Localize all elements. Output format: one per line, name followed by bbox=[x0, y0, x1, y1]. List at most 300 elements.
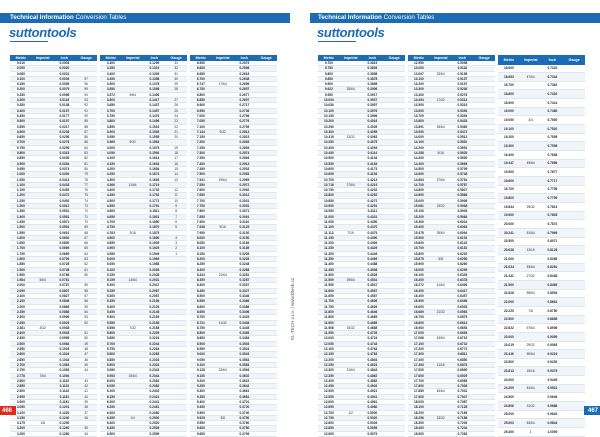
table-cell: 0.4173 bbox=[362, 166, 384, 171]
table-cell: 57 bbox=[75, 294, 97, 299]
table-cell: 0.0020 bbox=[54, 66, 76, 71]
table-cell: 18.400 bbox=[408, 426, 430, 431]
table-cell: 0.2953 bbox=[234, 172, 256, 177]
table-cell bbox=[520, 332, 542, 341]
table-cell bbox=[563, 410, 585, 419]
table-cell: 5.550 bbox=[100, 320, 122, 325]
table-cell: 82 bbox=[75, 156, 97, 161]
table-cell: 15.900 bbox=[408, 262, 430, 267]
table-cell: 0.2677 bbox=[234, 92, 256, 97]
table-cell: 16.200 bbox=[408, 278, 430, 283]
table-cell: 5/32 bbox=[122, 140, 144, 145]
column-header: Gauge bbox=[383, 55, 405, 61]
table-cell: 10.900 bbox=[318, 204, 340, 209]
table-cell bbox=[520, 315, 542, 324]
table-cell: 0.3281 bbox=[234, 272, 256, 277]
table-cell: 0.550 bbox=[10, 124, 32, 129]
table-cell: 0.6772 bbox=[452, 347, 474, 352]
table-cell: 40 bbox=[75, 394, 97, 399]
table-cell: 11.050 bbox=[318, 219, 340, 224]
table-cell: 1.100 bbox=[10, 182, 32, 187]
table-cell: 0.2913 bbox=[234, 161, 256, 166]
table-cell: 0.4219 bbox=[362, 182, 384, 187]
right-page bbox=[300, 0, 600, 436]
table-cell: 3/8 bbox=[212, 415, 234, 420]
table-cell: 11.100 bbox=[318, 225, 340, 230]
table-cell: 0.100 bbox=[10, 76, 32, 81]
table-cell: 12.900 bbox=[318, 431, 340, 436]
table-cell: 19.200 bbox=[498, 133, 520, 142]
table-cell: 0.2736 bbox=[234, 108, 256, 113]
table-cell: 23.500 bbox=[498, 358, 520, 367]
table-cell: 10.950 bbox=[318, 209, 340, 214]
table-cell: 8.800 bbox=[190, 331, 212, 336]
table-cell: 0.0610 bbox=[54, 230, 76, 235]
side-watermark-text: KL-TECH s.r.o. | www.kltech.cz bbox=[290, 277, 295, 340]
table-cell: 12.850 bbox=[318, 426, 340, 431]
table-cell: 5.750 bbox=[100, 347, 122, 352]
table-cell: 0.3976 bbox=[362, 108, 384, 113]
table-cell: 0.3543 bbox=[234, 352, 256, 357]
table-cell: 16.669 bbox=[408, 309, 430, 314]
table-cell: 0.9843 bbox=[542, 410, 564, 419]
table-cell: 1.700 bbox=[10, 246, 32, 251]
table-cell: 69 bbox=[75, 225, 97, 230]
table-cell: 15.800 bbox=[408, 251, 430, 256]
table-cell: 46 bbox=[75, 357, 97, 362]
column-header: Gauge bbox=[165, 55, 187, 61]
table-cell: 0.4134 bbox=[362, 156, 384, 161]
table-cell: 2.300 bbox=[10, 315, 32, 320]
table-cell: 0.2303 bbox=[144, 357, 166, 362]
table-cell: 7.250 bbox=[190, 145, 212, 150]
table-cell: 0.2185 bbox=[144, 320, 166, 325]
table-cell: 0.1909 bbox=[144, 241, 166, 246]
table-row bbox=[498, 211, 585, 220]
table-cell: 5.400 bbox=[100, 304, 122, 309]
table-cell: 0.6299 bbox=[452, 267, 474, 272]
table-cell: 0.4350 bbox=[362, 219, 384, 224]
table-cell: 6.650 bbox=[190, 71, 212, 76]
table-cell: 0.6024 bbox=[452, 219, 474, 224]
table-cell: 11.800 bbox=[318, 309, 340, 314]
table-cell: 0.2520 bbox=[144, 421, 166, 426]
table-cell: 19.800 bbox=[498, 194, 520, 203]
table-cell: 3.000 bbox=[10, 400, 32, 405]
table-cell: 7.600 bbox=[190, 188, 212, 193]
table-cell: 0.4154 bbox=[362, 161, 384, 166]
column-header: Gauge bbox=[563, 55, 585, 65]
table-cell: 16.800 bbox=[408, 320, 430, 325]
table-cell: 2.400 bbox=[10, 331, 32, 336]
table-row bbox=[498, 341, 585, 350]
brand-logo: suttontools bbox=[9, 25, 77, 40]
table-cell: 7/64 bbox=[32, 373, 54, 378]
table-cell: 8.700 bbox=[190, 315, 212, 320]
table-cell: 10.400 bbox=[318, 145, 340, 150]
table-cell bbox=[563, 116, 585, 125]
table-cell: 4.900 bbox=[100, 246, 122, 251]
table-cell: 4.400 bbox=[100, 188, 122, 193]
table-cell: 0.7874 bbox=[542, 220, 564, 229]
table-cell: 0.8750 bbox=[542, 306, 564, 315]
table-cell: 0.2441 bbox=[144, 400, 166, 405]
table-cell: 0.3996 bbox=[362, 113, 384, 118]
table-cell bbox=[430, 431, 452, 436]
table-cell: 1.250 bbox=[10, 198, 32, 203]
table-cell: 0.300 bbox=[10, 98, 32, 103]
table-row bbox=[498, 332, 585, 341]
table-row bbox=[498, 151, 585, 160]
table-cell: 24.606 bbox=[498, 402, 520, 411]
table-row bbox=[498, 376, 585, 385]
table-cell bbox=[563, 125, 585, 134]
table-cell: 52 bbox=[75, 320, 97, 325]
table-row bbox=[498, 280, 585, 289]
table-cell: 71 bbox=[75, 214, 97, 219]
table-cell: 1.900 bbox=[10, 267, 32, 272]
table-cell: 14.900 bbox=[408, 193, 430, 198]
table-cell: 0.1319 bbox=[144, 66, 166, 71]
table-cell: 0.2969 bbox=[234, 177, 256, 182]
table-cell: 3.550 bbox=[100, 87, 122, 92]
table-cell: 17.700 bbox=[408, 378, 430, 383]
table-cell: 95 bbox=[75, 87, 97, 92]
table-cell: 0.5669 bbox=[452, 161, 474, 166]
table-cell: 0.6063 bbox=[452, 225, 474, 230]
table-cell: 18.000 bbox=[408, 400, 430, 405]
table-cell: 10.800 bbox=[318, 193, 340, 198]
table-cell bbox=[563, 367, 585, 376]
table-cell: 0.7638 bbox=[542, 151, 564, 160]
table-cell: 17.463 bbox=[408, 362, 430, 367]
table-cell: 0.2894 bbox=[234, 156, 256, 161]
table-cell: 96 bbox=[75, 82, 97, 87]
table-cell: 0.8438 bbox=[542, 272, 564, 281]
table-cell: 0.050 bbox=[10, 66, 32, 71]
table-cell: 0.5984 bbox=[452, 214, 474, 219]
table-cell: 13/16 bbox=[520, 246, 542, 255]
table-cell: 0.1988 bbox=[144, 262, 166, 267]
table-cell: 6.747 bbox=[190, 82, 212, 87]
table-cell: 0.0472 bbox=[54, 193, 76, 198]
table-cell: 0.2421 bbox=[144, 394, 166, 399]
column-header: Metric bbox=[408, 55, 430, 61]
table-cell: 11.000 bbox=[318, 214, 340, 219]
table-cell: 18.200 bbox=[408, 410, 430, 415]
table-cell bbox=[563, 272, 585, 281]
table-cell: 21 bbox=[165, 129, 187, 134]
table-cell: 14.300 bbox=[408, 156, 430, 161]
table-cell: 39/64 bbox=[430, 230, 452, 235]
table-row bbox=[498, 428, 585, 437]
column-header: Imperial bbox=[340, 55, 362, 61]
table-cell: 2.000 bbox=[10, 283, 32, 288]
table-cell: 0.750 bbox=[10, 145, 32, 150]
table-cell: 0.150 bbox=[10, 82, 32, 87]
table-cell: 3.175 bbox=[10, 421, 32, 426]
table-cell: 0.2224 bbox=[144, 336, 166, 341]
table-cell: 0.4646 bbox=[362, 309, 384, 314]
table-cell: 0.4035 bbox=[362, 124, 384, 129]
table-cell: 14.700 bbox=[408, 182, 430, 187]
header-title-bold: Technical Information bbox=[10, 14, 74, 21]
table-cell: 1.800 bbox=[10, 256, 32, 261]
table-row bbox=[498, 228, 585, 237]
conversion-table bbox=[190, 55, 277, 437]
table-cell: 0.7323 bbox=[542, 65, 564, 73]
table-cell: 0.3524 bbox=[234, 347, 256, 352]
table-cell: 9.700 bbox=[318, 61, 340, 66]
header-title-sub: Conversion Tables bbox=[383, 14, 435, 21]
table-cell: 0.450 bbox=[10, 113, 32, 118]
table-cell: 6.800 bbox=[190, 92, 212, 97]
table-cell: 17.800 bbox=[408, 384, 430, 389]
table-cell: 16.600 bbox=[408, 304, 430, 309]
table-cell: 0.1496 bbox=[144, 119, 166, 124]
table-cell: 0.350 bbox=[10, 103, 32, 108]
table-cell: 3.150 bbox=[10, 415, 32, 420]
table-cell: 13/64 bbox=[122, 278, 144, 283]
table-cell: 10.716 bbox=[318, 182, 340, 187]
table-cell: 11.200 bbox=[318, 241, 340, 246]
table-row bbox=[498, 168, 585, 177]
table-cell: 0.4272 bbox=[362, 198, 384, 203]
table-cell: 12.100 bbox=[318, 347, 340, 352]
table-cell: 0.6142 bbox=[452, 241, 474, 246]
table-cell: 17.200 bbox=[408, 347, 430, 352]
table-cell: 0.8906 bbox=[542, 324, 564, 333]
table-cell: 31/32 bbox=[520, 402, 542, 411]
table-cell: 13/32 bbox=[340, 135, 362, 140]
table-cell: 91 bbox=[75, 108, 97, 113]
table-cell bbox=[165, 431, 187, 436]
table-cell: 0.4980 bbox=[362, 405, 384, 410]
table-cell: 18.256 bbox=[408, 415, 430, 420]
table-cell: 6.750 bbox=[190, 87, 212, 92]
table-cell: 0.7969 bbox=[542, 228, 564, 237]
table-cell: 0.0906 bbox=[54, 315, 76, 320]
table-row bbox=[498, 125, 585, 134]
table-cell: 0.0846 bbox=[54, 299, 76, 304]
table-cell: 21/64 bbox=[212, 272, 234, 277]
table-cell: 0.5020 bbox=[362, 415, 384, 420]
table-cell: 12.350 bbox=[318, 373, 340, 378]
table-cell: 9.500 bbox=[190, 410, 212, 415]
table-cell: 13.600 bbox=[408, 108, 430, 113]
table-cell: 0.0781 bbox=[54, 278, 76, 283]
table-cell: 19/32 bbox=[430, 204, 452, 209]
table-cell: 0.5781 bbox=[452, 177, 474, 182]
table-cell bbox=[563, 298, 585, 307]
table-cell: 12.000 bbox=[318, 336, 340, 341]
table-cell: 5.350 bbox=[100, 299, 122, 304]
table-cell: 0.7835 bbox=[542, 211, 564, 220]
table-cell: 4 bbox=[165, 235, 187, 240]
table-cell: 0.4409 bbox=[362, 241, 384, 246]
table-cell: 13.891 bbox=[408, 124, 430, 129]
table-cell: 0.4685 bbox=[362, 320, 384, 325]
table-cell: 10.000 bbox=[318, 98, 340, 103]
table-cell: 1.0000 bbox=[542, 428, 564, 437]
table-cell: 0.9531 bbox=[542, 384, 564, 393]
table-cell: 0.3740 bbox=[234, 410, 256, 415]
table-cell: 7.200 bbox=[190, 140, 212, 145]
table-cell: 0.5157 bbox=[452, 76, 474, 81]
table-cell: 66 bbox=[75, 241, 97, 246]
table-cell: 3/4 bbox=[520, 116, 542, 125]
table-cell bbox=[563, 168, 585, 177]
column-header: Inch bbox=[54, 55, 76, 61]
table-cell bbox=[563, 151, 585, 160]
table-cell: 0.1161 bbox=[54, 394, 76, 399]
table-cell bbox=[563, 332, 585, 341]
table-cell: 0.2188 bbox=[144, 325, 166, 330]
table-cell: 0.2008 bbox=[144, 267, 166, 272]
table-cell: 24.000 bbox=[498, 376, 520, 385]
table-cell: 1/8 bbox=[32, 421, 54, 426]
column-header: Metric bbox=[100, 55, 122, 61]
table-cell: 4.450 bbox=[100, 193, 122, 198]
table-cell: 9.100 bbox=[190, 362, 212, 367]
table-cell: 7.144 bbox=[190, 129, 212, 134]
table-cell: 0.2638 bbox=[234, 76, 256, 81]
table-cell: 15.700 bbox=[408, 246, 430, 251]
table-cell: 0.1437 bbox=[144, 103, 166, 108]
table-cell: 0.2264 bbox=[144, 347, 166, 352]
table-cell: 25.000 bbox=[498, 410, 520, 419]
table-cell: 38 bbox=[75, 405, 97, 410]
table-cell: 0.3150 bbox=[234, 235, 256, 240]
table-cell: 0.0728 bbox=[54, 262, 76, 267]
table-cell: 0.7441 bbox=[542, 99, 564, 108]
table-cell: 0.0098 bbox=[54, 92, 76, 97]
table-cell: 51/64 bbox=[520, 228, 542, 237]
table-cell: 0.2087 bbox=[144, 294, 166, 299]
table-cell: 5.150 bbox=[100, 272, 122, 277]
table-cell: 23/64 bbox=[212, 368, 234, 373]
table-cell: 0.6496 bbox=[452, 299, 474, 304]
table-cell: 0.800 bbox=[10, 151, 32, 156]
table-row bbox=[498, 306, 585, 315]
table-cell: 0.9688 bbox=[542, 402, 564, 411]
table-cell bbox=[520, 194, 542, 203]
table-cell: 12.950 bbox=[408, 61, 430, 66]
table-cell: 0.0866 bbox=[54, 304, 76, 309]
table-cell: 84 bbox=[75, 145, 97, 150]
table-cell bbox=[563, 133, 585, 142]
table-cell: 0.4311 bbox=[362, 209, 384, 214]
table-row bbox=[498, 107, 585, 116]
table-cell: 19.000 bbox=[498, 107, 520, 116]
column-header: Imperial bbox=[430, 55, 452, 61]
table-cell: 0.2031 bbox=[144, 278, 166, 283]
table-cell: 3.100 bbox=[10, 410, 32, 415]
table-cell: 0.0315 bbox=[54, 151, 76, 156]
table-cell: 15/64 bbox=[122, 373, 144, 378]
table-cell: 0.3681 bbox=[234, 394, 256, 399]
table-cell: 0.3228 bbox=[234, 256, 256, 261]
table-cell: 10.700 bbox=[318, 177, 340, 182]
table-row bbox=[100, 431, 187, 436]
table-cell: 17.066 bbox=[408, 336, 430, 341]
table-cell: 9.200 bbox=[190, 378, 212, 383]
table-cell: 10.500 bbox=[318, 156, 340, 161]
table-cell: 4.100 bbox=[100, 156, 122, 161]
table-cell: 0.0138 bbox=[54, 103, 76, 108]
table-cell: 1.000 bbox=[10, 172, 32, 177]
table-cell: 8.900 bbox=[190, 341, 212, 346]
table-cell: 0.6378 bbox=[452, 278, 474, 283]
table-cell: 3.800 bbox=[100, 119, 122, 124]
table-cell: 3.500 bbox=[100, 82, 122, 87]
table-cell: 3.050 bbox=[10, 405, 32, 410]
table-cell: 11.113 bbox=[318, 230, 340, 235]
table-row bbox=[498, 384, 585, 393]
table-cell: 9.250 bbox=[190, 384, 212, 389]
table-cell bbox=[563, 65, 585, 73]
table-cell: 0.4688 bbox=[362, 325, 384, 330]
table-cell: 4.763 bbox=[100, 230, 122, 235]
table-cell: 9.400 bbox=[190, 400, 212, 405]
table-cell: 4.850 bbox=[100, 241, 122, 246]
table-cell: 22.000 bbox=[498, 298, 520, 307]
table-cell: 5/8 bbox=[430, 256, 452, 261]
table-cell: 3.700 bbox=[100, 108, 122, 113]
table-cell: 19.400 bbox=[498, 151, 520, 160]
column-header: Inch bbox=[542, 55, 564, 65]
table-cell: 0.4291 bbox=[362, 204, 384, 209]
table-cell: 2.750 bbox=[10, 368, 32, 373]
table-cell: 0.1555 bbox=[144, 135, 166, 140]
table-cell: 33/64 bbox=[430, 71, 452, 76]
table-cell bbox=[563, 107, 585, 116]
table-cell: 0.4587 bbox=[362, 294, 384, 299]
table-cell: 0.3780 bbox=[234, 426, 256, 431]
table-cell: 0.1594 bbox=[144, 151, 166, 156]
table-cell: 36 bbox=[75, 415, 97, 420]
table-row bbox=[498, 220, 585, 229]
table-cell: 0.5906 bbox=[452, 198, 474, 203]
table-cell: 0.0157 bbox=[54, 108, 76, 113]
table-cell: 0.6890 bbox=[452, 368, 474, 373]
table-cell: 0.3327 bbox=[234, 288, 256, 293]
table-cell: 10.100 bbox=[318, 108, 340, 113]
table-cell: 0.2835 bbox=[234, 140, 256, 145]
table-cell: 9.050 bbox=[190, 357, 212, 362]
table-cell: 9.000 bbox=[190, 352, 212, 357]
table-cell: 8.350 bbox=[190, 278, 212, 283]
table-cell: 0.4213 bbox=[362, 177, 384, 182]
table-cell: 0.850 bbox=[10, 156, 32, 161]
table-cell: 7.550 bbox=[190, 182, 212, 187]
table-cell: 0.950 bbox=[10, 166, 32, 171]
table-cell: 0.5630 bbox=[452, 156, 474, 161]
table-cell: 0.4488 bbox=[362, 262, 384, 267]
table-row bbox=[190, 431, 277, 436]
table-cell: 87 bbox=[75, 129, 97, 134]
table-cell: 31/64 bbox=[340, 368, 362, 373]
table-cell: 11/64 bbox=[122, 182, 144, 187]
table-cell: 0.2992 bbox=[234, 188, 256, 193]
table-cell: 24.500 bbox=[498, 393, 520, 402]
table-cell: 5.650 bbox=[100, 336, 122, 341]
table-row bbox=[318, 431, 405, 436]
table-cell: 6.000 bbox=[100, 378, 122, 383]
table-cell bbox=[520, 151, 542, 160]
table-row bbox=[498, 177, 585, 186]
table-cell: 1.984 bbox=[10, 278, 32, 283]
